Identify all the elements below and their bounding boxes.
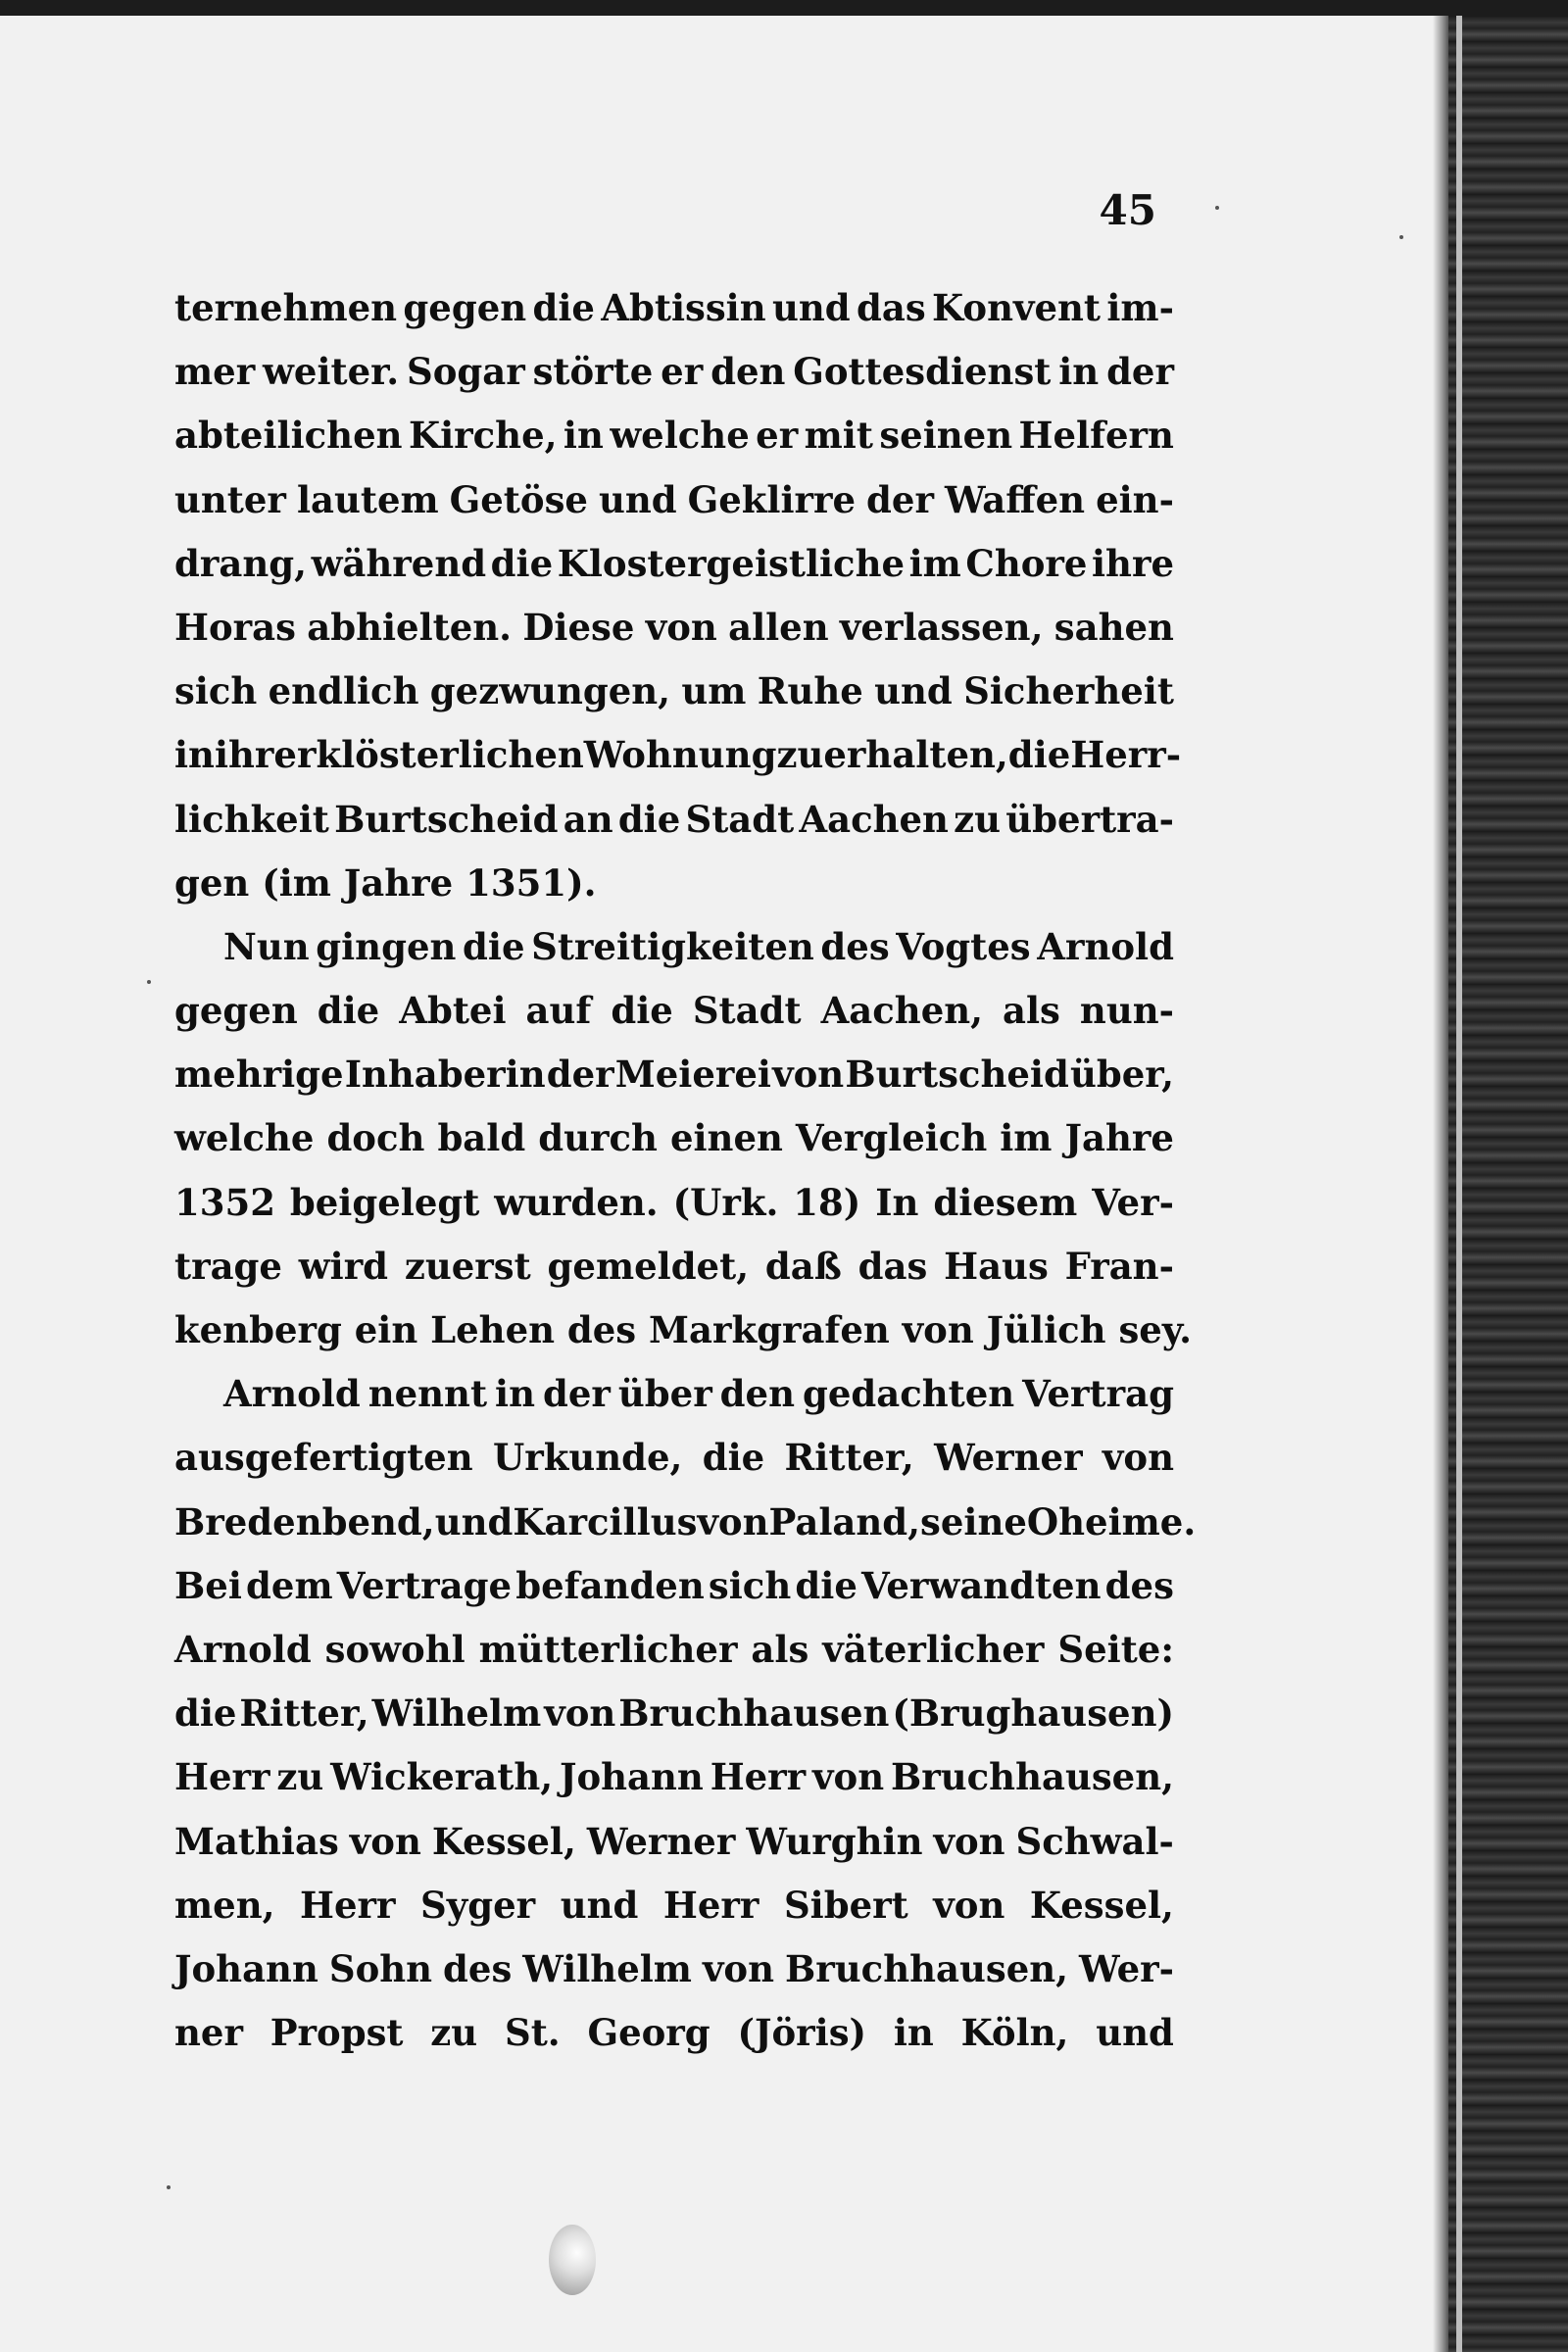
text-line: Herr zu Wickerath, Johann Herr von Bruchhausen, — [174, 1755, 1174, 1799]
page-number: 45 — [1099, 186, 1156, 234]
text-line: ternehmen gegen die Abtissin und das Konvent im- — [174, 286, 1174, 329]
binding-edge-highlight — [1456, 16, 1462, 2352]
text-line: in ihrer klösterlichen Wohnung zu erhalten, die Herr- — [174, 733, 1182, 777]
text-line: abteilichen Kirche, in welche er mit seinen Helfern — [174, 414, 1174, 458]
text-line: trage wird zuerst gemeldet, daß das Haus Fran- — [174, 1244, 1174, 1288]
text-line: men, Herr Syger und Herr Sibert von Kessel, — [174, 1883, 1174, 1927]
body-text — [174, 276, 1197, 2065]
text-line: kenberg ein Lehen des Markgrafen von Jülich sey. — [174, 1308, 1192, 1351]
text-line: sich endlich gezwungen, um Ruhe und Sicherheit — [174, 669, 1174, 713]
text-line: Nun gingen die Streitigkeiten des Vogtes Arnold — [223, 924, 1174, 968]
text-line: drang, während die Klostergeistliche im Chore ihre — [174, 541, 1174, 585]
text-line: Bredenbend, und Karcillus von Paland, seine Oheime. — [174, 1499, 1197, 1544]
text-line: Mathias von Kessel, Werner Wurghin von Schwal- — [174, 1819, 1174, 1863]
binding-gutter — [1448, 16, 1568, 2352]
text-line: mer weiter. Sogar störte er den Gottesdienst in der — [174, 350, 1174, 394]
text-line: gegen die Abtei auf die Stadt Aachen, als nun- — [174, 989, 1174, 1033]
text-line: mehrige Inhaberin der Meierei von Burtscheid über, — [174, 1053, 1174, 1097]
top-border — [0, 0, 1568, 16]
scan-speck — [1215, 206, 1219, 210]
text-line: ausgefertigten Urkunde, die Ritter, Werner von — [174, 1436, 1174, 1480]
text-line: Horas abhielten. Diese von allen verlassen, sahen — [174, 605, 1174, 649]
scan-speck — [167, 2185, 171, 2189]
scan-speck — [147, 980, 151, 984]
text-line: 1352 beigelegt wurden. (Urk. 18) In diesem Ver- — [174, 1180, 1174, 1224]
text-line: die Ritter, Wilhelm von Bruchhausen (Brughausen) — [174, 1691, 1174, 1736]
text-line: Arnold sowohl mütterlicher als väterlicher Seite: — [174, 1627, 1174, 1671]
text-line: Johann Sohn des Wilhelm von Bruchhausen, Wer- — [174, 1946, 1174, 1990]
text-line: ner Propst zu St. Georg (Jöris) in Köln, und — [174, 2011, 1174, 2055]
text-line: welche doch bald durch einen Vergleich im Jahre — [174, 1116, 1174, 1160]
scan-speck — [1399, 235, 1403, 239]
text-line: Arnold nennt in der über den gedachten Vertrag — [223, 1372, 1174, 1416]
text-line: gen (im Jahre 1351). — [174, 860, 597, 905]
page-fold-shadow — [1433, 16, 1448, 2352]
text-line: unter lautem Getöse und Geklirre der Waffen ein- — [174, 477, 1174, 521]
text-line: Bei dem Vertrage befanden sich die Verwandten des — [174, 1563, 1174, 1607]
scan-smudge — [549, 2225, 596, 2295]
text-line: lichkeit Burtscheid an die Stadt Aachen zu übertra- — [174, 797, 1174, 841]
